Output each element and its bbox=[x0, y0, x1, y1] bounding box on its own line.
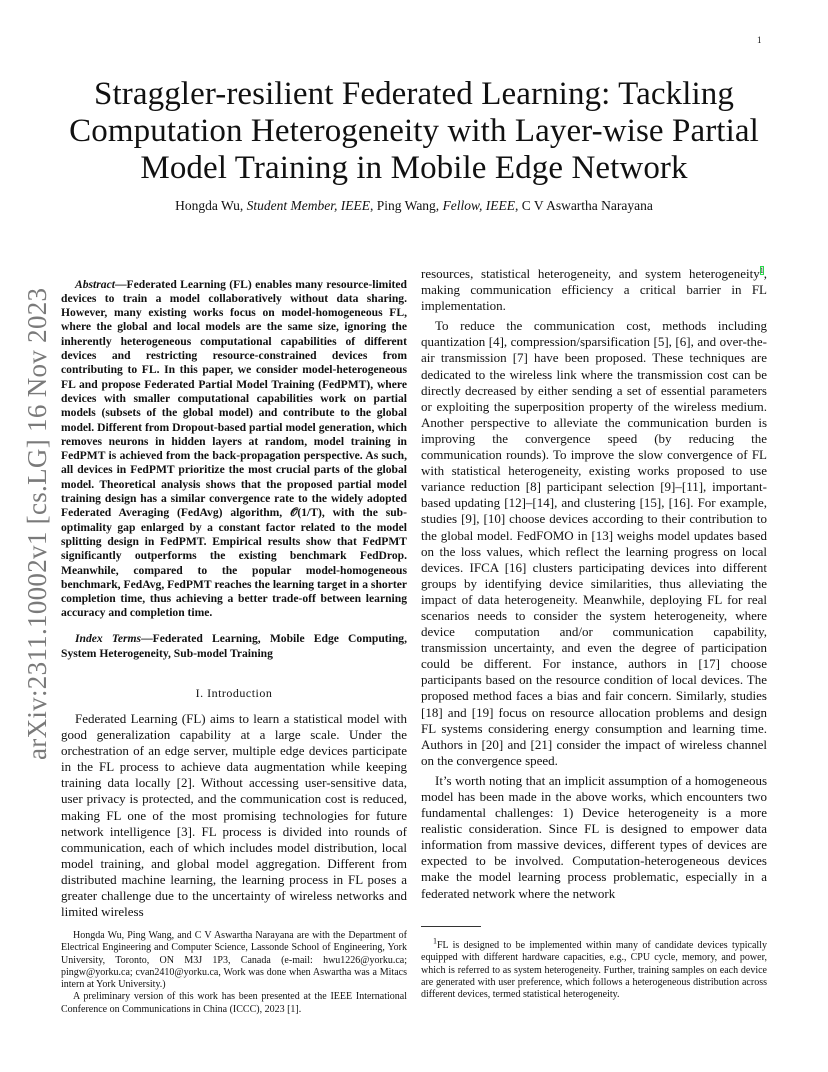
author-line bbox=[60, 198, 768, 214]
footnote-1 bbox=[421, 936, 767, 1001]
footnote-1-text: FL is designed to be implemented within many of candidate devices typically equipped with different hardware capacities, e.g., CPU cycle, memory, and power, which is referred to as system heterogeneity. Further, training samples on each device are generated with user preference, which follows a heterogeneous distribution across different devices, termed statistical heterogeneity. bbox=[421, 940, 767, 1001]
right-column bbox=[421, 266, 767, 906]
preliminary-version-note: A preliminary version of this work has been presented at the IEEE International Conference on Communications in China (ICCC), 2023 [1]. bbox=[61, 991, 407, 1015]
index-terms bbox=[61, 632, 407, 661]
intro-paragraph-1: Federated Learning (FL) aims to learn a statistical model with good generalization capability at a large scale. Under the orchestration of an edge server, multiple edge devices participate in the FL process to achieve data augmentation while keeping training data locally [2]. Without accessing user-sensitive data, user privacy is protected, and the communication cost is reduced, making FL one of the most promising technologies for future network intelligence [3]. FL process is divided into rounds of communication, each of which includes model distribution, local model training, and global model aggregation. Different from distributed machine learning, the learning process in FL poses a greater challenge due to the uncertainty of wireless networks and limited wireless bbox=[61, 711, 407, 920]
author-3: , C V Aswartha Narayana bbox=[515, 198, 653, 213]
arxiv-identifier-stamp[interactable]: arXiv:2311.10002v1 [cs.LG] 16 Nov 2023 bbox=[22, 287, 52, 760]
section-heading-introduction: I. Introduction bbox=[195, 685, 273, 700]
footnote-1-link[interactable]: 1 bbox=[759, 265, 764, 275]
abstract bbox=[61, 278, 407, 621]
affiliation-note: Hongda Wu, Ping Wang, and C V Aswartha Narayana are with the Department of Electrical Engineering and Computer Science, Lassonde School of Engineering, York University, Toronto, ON M3J 1P3, Canada (e-mail: hwu1226@yorku.ca; pingw@yorku.ca; cvan2410@yorku.ca, Work was done when Aswartha was a Mitacs intern at York University.) bbox=[61, 930, 407, 991]
intro-paragraph-3: It’s worth noting that an implicit assumption of a homogeneous model has been made in the above works, which encounters two fundamental challenges: 1) Device heterogeneity is a more realistic consideration. Since FL is designed to empower data information from massive devices, different types of devices are expected to be involved. Computation-heterogeneous devices make the model learning process problematic, especially in a federated network where the network bbox=[421, 772, 767, 901]
index-terms-label: Index Terms bbox=[75, 632, 142, 646]
author-affiliation-footnote bbox=[61, 930, 407, 1016]
index-terms-text: —Federated Learning, Mobile Edge Computing, System Heterogeneity, Sub-model Training bbox=[61, 632, 407, 660]
abstract-label: Abstract bbox=[75, 277, 115, 291]
footnote-1-mark: 1 bbox=[433, 936, 437, 946]
paper-title: Straggler-resilient Federated Learning: Tackling Computation Heterogeneity with Layer-wise Partial Model Training in Mobile Edge Network bbox=[69, 76, 759, 186]
page-number: 1 bbox=[757, 35, 762, 45]
footnote-rule bbox=[421, 926, 481, 927]
left-column bbox=[61, 266, 407, 924]
author-2: , Ping Wang, bbox=[370, 198, 443, 213]
author-1: Hongda Wu, bbox=[175, 198, 247, 213]
author-2-role: Fellow, IEEE bbox=[442, 198, 516, 213]
intro-paragraph-2: To reduce the communication cost, methods including quantization [4], compression/sparsification [5], [6], and over-the-air transmission [7] have been proposed. These techniques are dedicated to the wireless link where the transmission cost can be directly decreased by either sending a set of essential parameters or exploiting the superposition property of the wireless medium. Another perspective to alleviate the communication burden is improving the convergence speed (by reducing the communication rounds). To improve the slow convergence of FL with statistical heterogeneity, existing works proposed to use variance reduction [8] participant selection [9]–[11], important-based updating [12]–[14], and clustering [15], [16]. For example, studies [9], [10] choose devices according to their contribution to the global model. FedFOMO in [13] weighs model updates based on the loss values, which reflect the learning progress on local devices. IFCA [16] clusters participating devices into different groups by identifying device similarities, thus alleviating the impact of data heterogeneity. Meanwhile, deploying FL for real scenarios needs to consider the system heterogeneity, where device computation and/or communication capability, transmission uncertainty, and even the degree of participation could be different. For instance, authors in [17] choose participants based on the resource condition of local devices. The proposed method faces a bias and fair concern. Similarly, studies [18] and [19] focus on resource allocation problems and design FL systems considering energy consumption and learning time. Authors in [20] and [21] consider the impact of wireless channel on the convergence speed. bbox=[421, 318, 767, 768]
intro-paragraph-continued bbox=[421, 266, 767, 314]
author-1-role: Student Member, IEEE bbox=[246, 198, 371, 213]
continued-text-b: , making communication efficiency a critical barrier in FL implementation. bbox=[421, 266, 767, 314]
abstract-text: —Federated Learning (FL) enables many resource-limited devices to train a model collaboratively without data sharing. However, many existing works focus on model-homogeneous FL, where the global and local models are the same size, ignoring the inherently heterogeneous computational capabilities of different devices and restricting resource-constrained devices from contributing to FL. In this paper, we consider model-heterogeneous FL and propose Federated Partial Model Training (FedPMT), where devices with smaller computational capabilities work on partial models (subsets of the global model) and contribute to the global model. Different from Dropout-based partial model generation, which removes neurons in hidden layers at random, model training in FedPMT is achieved from the back-propagation perspective. As such, all devices in FedPMT prioritize the most crucial parts of the global model. Theoretical analysis shows that the proposed partial model training design has a similar convergence rate to the widely adopted Federated Averaging (FedAvg) algorithm, 𝒪(1/T), with the sub-optimality gap enlarged by a constant factor related to the model splitting design in FedPMT. Empirical results show that FedPMT significantly outperforms the existing benchmark FedDrop. Meanwhile, compared to the popular model-homogeneous benchmark, FedAvg, FedPMT reaches the learning target in a shorter completion time, thus achieving a better trade-off between learning accuracy and completion time. bbox=[61, 277, 407, 620]
continued-text-a: resources, statistical heterogeneity, and system heterogeneity bbox=[421, 266, 760, 281]
